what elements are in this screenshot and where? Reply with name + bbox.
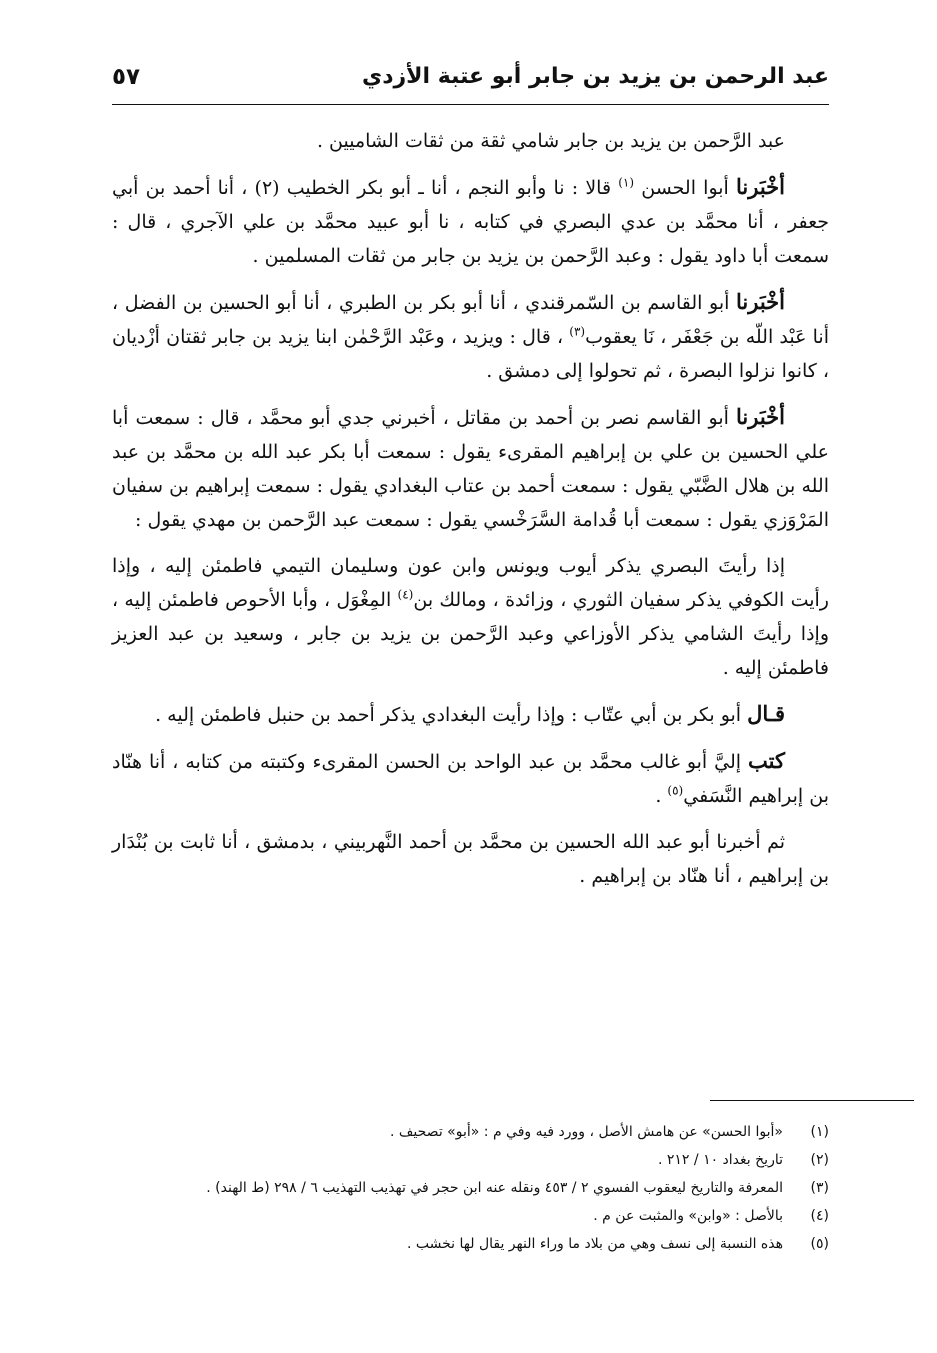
footnotes [112,1118,829,1258]
footnote: (٢) تاريخ بغداد ١٠ / ٢١٢ . [657,1152,829,1168]
footnote-ref: (٥) [667,783,684,798]
footnote-ref: (١) [618,175,635,190]
footnote: (٤) بالأصل : «وابن» والمثبت عن م . [593,1208,829,1224]
lead-word: أخْبَرنا [736,404,785,429]
footnote: (٣) المعرفة والتاريخ ليعقوب الفسوي ٢ / ٤٥٣ ونقله عنه ابن حجر في تهذيب التهذيب ٦ / ٢٩٨ (ط الهند) . [206,1180,829,1196]
paragraph: عبد الرَّحمن بن يزيد بن جابر شامي ثقة من ثقات الشاميين . [316,130,785,152]
running-header [112,58,829,105]
lead-word: كتب [748,748,786,773]
main-text [112,124,829,905]
footnote-divider [710,1100,914,1101]
paragraph: إذا رأيتَ البصري يذكر أيوب ويونس وابن عون وسليمان التيمي فاطمئن إليه ، وإذا رأيت الكوفي يذكر سفيان الثوري ، وزائدة ، ومالك بن$^{(٤)}$ المِغْوَل ، وأبا الأحوص فاطمئن إليه ، وإذا رأيتَ الشامي يذكر الأوزاعي وعبد الرَّحمن بن يزيد بن جابر ، وسعيد بن عبد العزيز فاطمئن إليه . [112,555,829,679]
footnote-ref: (٤) [397,587,414,602]
lead-word: أخْبَرنا [736,174,785,199]
lead-word: قـال [747,701,785,726]
paragraph: قـال أبو بكر بن أبي عتّاب : وإذا رأيت البغدادي يذكر أحمد بن حنبل فاطمئن إليه . [155,701,785,726]
lead-word: أخْبَرنا [736,289,785,314]
paragraph: كتب إليَّ أبو غالب محمَّد بن عبد الواحد بن الحسن المقرىء وكتبته من كتابه ، أنا هنّاد بن إبراهيم النَّسَفي$^{(٥)}$ . [112,748,829,807]
footnote: (١) «أبوا الحسن» عن هامش الأصل ، وورد فيه وفي م : «أبو» تصحيف . [390,1124,829,1140]
paragraph: أخْبَرنا أبو القاسم نصر بن أحمد بن مقاتل ، أخبرني جدي أبو محمَّد ، قال : سمعت أبا علي الحسين بن علي بن إبراهيم المقرىء يقول : سمعت أبا بكر عبد الله بن محمَّد بن عبد الله بن هلال الضَّبّي يقول : سمعت أحمد بن عتاب البغدادي يقول : سمعت إبراهيم بن سفيان المَرْوَزي يقول : سمعت أبا قُدامة السَّرَخْسي يقول : سمعت عبد الرَّحمن بن مهدي يقول : [112,404,829,531]
paragraph: ثم أخبرنا أبو عبد الله الحسين بن محمَّد بن أحمد النَّهربيني ، بدمشق ، أنا ثابت بن بُنْدَار بن إبراهيم ، أنا هنّاد بن إبراهيم . [112,831,829,887]
paragraph: أخْبَرنا أبو القاسم بن السّمرقندي ، أنا أبو بكر بن الطبري ، أنا أبو الحسين بن الفضل ، أنا عَبْد اللّه بن جَعْفَر ، نَا يعقوب$^{(٣)}$ ، قال : ويزيد ، وعَبْد الرَّحْمٰن ابنا يزيد بن جابر ثقتان أزْديان ، كانوا نزلوا البصرة ، ثم تحولوا إلى دمشق . [112,289,829,382]
paragraph: أخْبَرنا أبوا الحسن $^{(١)}$ قالا : نا وأبو النجم ، أنا ـ أبو بكر الخطيب (٢) ، أنا أحمد بن أبي جعفر ، أنا محمَّد بن عدي البصري في كتابه ، نا أبو عبيد محمَّد بن علي الآجري ، قال : سمعت أبا داود يقول : وعبد الرَّحمن بن يزيد بن جابر من ثقات المسلمين . [112,174,829,267]
footnote-ref: (٣) [569,324,586,339]
footnote: (٥) هذه النسبة إلى نسف وهي من بلاد ما وراء النهر يقال لها نخشب . [406,1236,829,1252]
page-number: ٥٧ [112,64,141,90]
header-title: عبد الرحمن بن يزيد بن جابر أبو عتبة الأزدي [362,64,829,89]
